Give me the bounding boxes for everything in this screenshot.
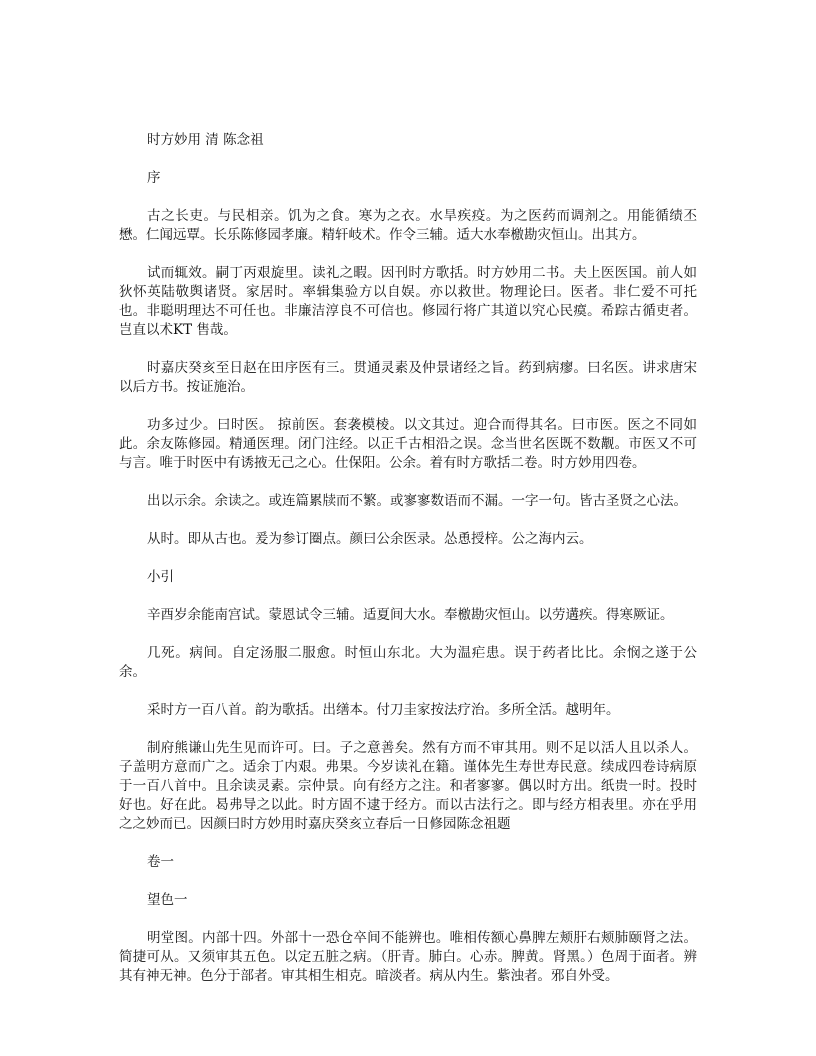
preface-heading: 序 bbox=[147, 170, 161, 186]
preface-paragraph: 从时。即从古也。爰为参订圈点。颜曰公余医录。怂恿授梓。公之海内云。 bbox=[147, 531, 593, 547]
preface-paragraph: 功多过少。曰时医。 掠前医。套袭模棱。以文其过。迎合而得其名。曰市医。医之不同如此。余友陈修园。精通医理。闭门注经。以正千古相沿之误。念当世名医既不数觏。市医又不可与言。唯于时医中有诱掖无己之心。仕保阳。公余。着有时方歌括二卷。时方妙用四卷。 bbox=[119, 417, 697, 471]
intro-paragraph: 辛酉岁余能南宫试。蒙恩试令三辅。适夏间大水。奉檄勘灾恒山。以劳遘疾。得寒厥证。 bbox=[147, 607, 674, 623]
preface-paragraph: 试而辄效。嗣丁丙艰旋里。读礼之暇。因刊时方歌括。时方妙用二书。夫上医医国。前人如狄怀英陆敬舆诸贤。家居时。率辑集验方以自娱。亦以救世。物理论曰。医者。非仁爱不可托也。非聪明理达不可任也。非廉洁淳良不可信也。修园行将广其道以究心民瘼。希踪古循吏者。岂直以术KT 售哉。 bbox=[119, 265, 697, 338]
document-body bbox=[119, 131, 697, 1005]
intro-heading: 小引 bbox=[147, 569, 174, 585]
preface-paragraph: 古之长吏。与民相亲。饥为之食。寒为之衣。水旱疾疫。为之医药而调剂之。用能循绩丕懋。仁闻远覃。长乐陈修园孝廉。精轩岐术。作令三辅。适大水奉檄勘灾恒山。出其方。 bbox=[119, 208, 697, 243]
intro-paragraph: 几死。病间。自定汤服二服愈。时恒山东北。大为温疟患。误于药者比比。余悯之遂于公余。 bbox=[119, 645, 697, 680]
intro-paragraph: 制府熊谦山先生见而许可。曰。子之意善矣。然有方而不审其用。则不足以活人且以杀人。子盖明方意而广之。适余丁内艰。弗果。今岁读礼在籍。谨体先生寿世寿民意。续成四卷诗病原于一百八首中。且余读灵素。宗仲景。向有经方之注。和者寥寥。偶以时方出。纸贵一时。投时好也。好在此。曷弗导之以此。时方固不逮于经方。而以古法行之。即与经方相表里。亦在乎用之之妙而已。因颜曰时方妙用时嘉庆癸亥立春后一日修园陈念祖题 bbox=[119, 740, 697, 832]
intro-paragraph: 采时方一百八首。韵为歌括。出缮本。付刀圭家按法疗治。多所全活。越明年。 bbox=[147, 702, 620, 718]
preface-paragraph: 时嘉庆癸亥至日赵在田序医有三。贯通灵素及仲景诸经之旨。药到病瘳。曰名医。讲求唐宋以后方书。按证施治。 bbox=[119, 360, 697, 395]
volume-heading: 卷一 bbox=[147, 854, 174, 870]
section-paragraph: 明堂图。内部十四。外部十一恐仓卒间不能辨也。唯相传额心鼻脾左颊肝右颊肺颐肾之法。简捷可从。又须审其五色。以定五脏之病。（肝青。肺白。心赤。脾黄。肾黑。）色周于面者。辨其有神无神。色分于部者。审其相生相克。暗淡者。病从内生。紫浊者。邪自外受。 bbox=[119, 930, 697, 984]
title-line: 时方妙用 清 陈念祖 bbox=[147, 132, 264, 148]
preface-paragraph: 出以示余。余读之。或连篇累牍而不繁。或寥寥数语而不漏。一字一句。皆古圣贤之心法。 bbox=[147, 493, 687, 509]
section-heading: 望色一 bbox=[147, 892, 188, 908]
